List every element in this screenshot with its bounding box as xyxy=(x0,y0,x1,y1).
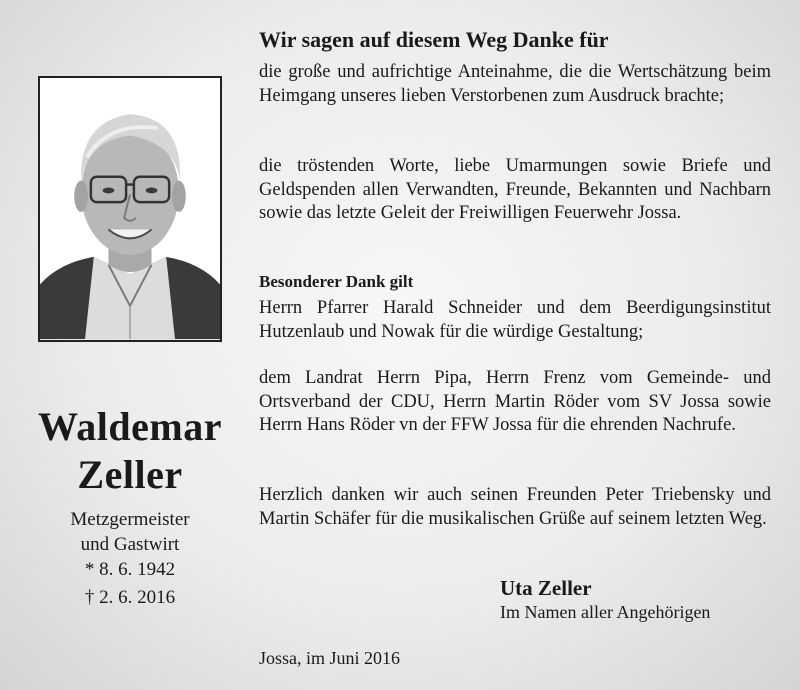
birth-date: * 8. 6. 1942 xyxy=(84,559,176,580)
death-date: † 2. 6. 2016 xyxy=(84,587,176,608)
last-name: Zeller xyxy=(77,452,183,497)
thanks-paragraph-4: dem Landrat Herrn Pipa, Herrn Frenz vom Gemeinde- und Ortsverband der CDU, Herrn Martin Röder vom SV Jossa sowie Herrn Hans Röder vn der FFW Jossa für die ehrenden Nachrufe. xyxy=(259,368,771,435)
profession-line-1: Metzgermeister xyxy=(70,509,190,530)
thanks-paragraph-3: Herrn Pfarrer Harald Schneider und dem Beerdigungsinstitut Hutzenlaub und Nowak für die würdige Gestaltung; xyxy=(259,298,771,342)
thanks-paragraph-2: die tröstenden Worte, liebe Umarmungen sowie Briefe und Geldspenden allen Verwandten, Freunde, Bekannten und Nachbarn sowie das letzte Geleit der Freiwilligen Feuerwehr Jossa. xyxy=(259,156,771,223)
portrait-photo xyxy=(38,76,222,342)
thanks-paragraph-5: Herzlich danken wir auch seinen Freunden Peter Triebensky und Martin Schäfer für die musikalischen Grüße auf seinem letzten Weg. xyxy=(259,485,771,529)
place-date: Jossa, im Juni 2016 xyxy=(259,648,401,668)
signature-name: Uta Zeller xyxy=(500,576,592,600)
signature-subtitle: Im Namen aller Angehörigen xyxy=(500,602,711,622)
thanks-paragraph-1: die große und aufrichtige Anteinahme, die die Wertschätzung beim Heimgang unseres lieben Verstorbenen zum Ausdruck brachte; xyxy=(259,62,771,106)
profession-line-2: und Gastwirt xyxy=(80,534,180,555)
first-name: Waldemar xyxy=(38,404,222,449)
portrait-image xyxy=(40,78,220,340)
special-thanks-heading: Besonderer Dank gilt xyxy=(259,272,414,291)
thanks-heading: Wir sagen auf diesem Weg Danke für xyxy=(259,27,609,52)
